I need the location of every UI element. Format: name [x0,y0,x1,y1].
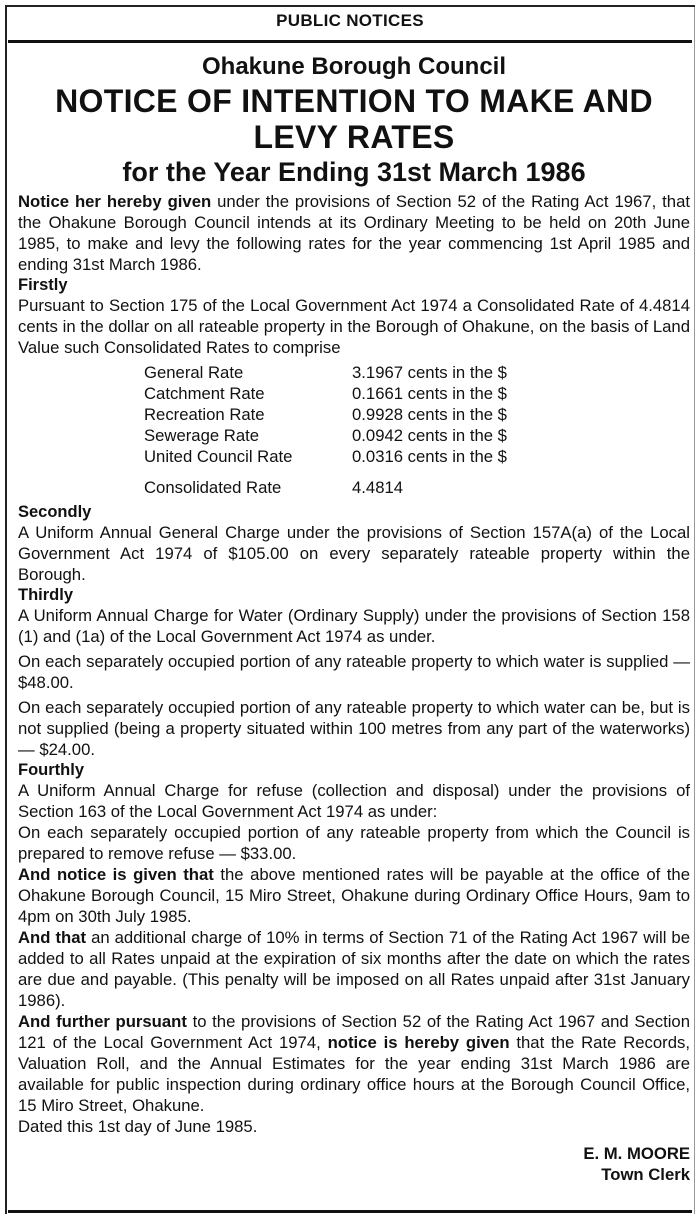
dated-line: Dated this 1st day of June 1985. [18,1117,258,1136]
rate-name: Sewerage Rate [144,426,260,445]
fourthly-paragraph: A Uniform Annual Charge for refuse (collection and disposal) under the provisions of Section 163 of the Local Government Act 1974 as under: [18,781,690,821]
rate-row [144,425,507,446]
rate-value: 0.1661 cents in the $ [352,384,507,403]
rate-value: 0.0942 cents in the $ [352,426,507,445]
notice-title: NOTICE OF INTENTION TO MAKE AND LEVY RATES [55,83,653,155]
rate-value: 3.1967 cents in the $ [352,363,507,382]
council-name: Ohakune Borough Council [202,53,506,80]
bottom-rule [8,1210,692,1213]
rate-value: 0.9928 cents in the $ [352,405,507,424]
payable-text: the above mentioned rates will be payable at the office of the Ohakune Borough Council, 15 Miro Street, Ohakune during Ordinary Office Hours, 9am to 4pm on 30th July 1985. [18,865,690,926]
rate-total-value: 4.4814 [352,478,404,497]
rates-table [144,362,507,498]
payable-lead: And notice is given that [18,865,214,884]
inspection-lead: And further pursuant [18,1012,187,1031]
intro-paragraph [18,191,690,275]
inspection-text-1: to the provisions of Section 52 of the Rating Act 1967 and Section 121 of the Local Government Act 1974, [18,1012,690,1052]
penalty-paragraph [18,927,690,1011]
thirdly-heading: Thirdly [18,586,74,604]
secondly-paragraph: A Uniform Annual General Charge under the provisions of Section 157A(a) of the Local Government Act 1974 of $105.00 on every separately rateable property within the Borough. [18,523,690,584]
rate-name: Catchment Rate [144,384,265,403]
secondly-heading: Secondly [18,503,92,521]
rate-row [144,362,507,383]
notice-body [18,52,690,1185]
firstly-heading: Firstly [18,276,68,294]
payable-paragraph [18,864,690,927]
intro-text: under the provisions of Section 52 of the Rating Act 1967, that the Ohakune Borough Council intends at its Ordinary Meeting to be held on 20th June 1985, to make and levy the following rates for the year commencing 1st April 1985 and ending 31st March 1986. [18,192,690,274]
rate-total-row [144,467,507,498]
rate-row [144,383,507,404]
top-border [5,5,695,7]
inspection-paragraph [18,1011,690,1116]
rate-name: General Rate [144,363,244,382]
rate-row [144,446,507,467]
rate-name: United Council Rate [144,447,293,466]
rate-row [144,404,507,425]
section-header: PUBLIC NOTICES [276,11,424,30]
notice-subtitle: for the Year Ending 31st March 1986 [122,157,586,187]
rate-name: Recreation Rate [144,405,265,424]
rate-value: 0.0316 cents in the $ [352,447,507,466]
fourthly-heading: Fourthly [18,761,84,779]
firstly-paragraph: Pursuant to Section 175 of the Local Government Act 1974 a Consolidated Rate of 4.4814 cents in the dollar on all rateable property in the Borough of Ohakune, on the basis of Land Value such Consolidated Rates to comprise [18,296,690,357]
thirdly-clause-supplied: On each separately occupied portion of any rateable property to which water is supplied — $48.00. [18,652,690,692]
inspection-text-2: that the Rate Records, Valuation Roll, and the Annual Estimates for the year ending 31st March 1986 are available for public inspection during ordinary office hours at the Borough Council Office, 15 Miro Street, Ohakune. [18,1033,690,1115]
header-rule [8,40,692,43]
signatory-name: E. M. MOORE [583,1144,690,1163]
inspection-lead-2: notice is hereby given [327,1033,510,1052]
rate-total-name: Consolidated Rate [144,478,282,497]
signatory-title: Town Clerk [601,1165,690,1184]
penalty-lead: And that [18,928,87,947]
thirdly-paragraph: A Uniform Annual Charge for Water (Ordinary Supply) under the provisions of Section 158 (1) and (1a) of the Local Government Act 1974 as under. [18,606,690,646]
thirdly-clause-not-supplied: On each separately occupied portion of any rateable property to which water can be, but is not supplied (being a property situated within 100 metres from any part of the waterworks) — $24.00. [18,698,690,759]
intro-lead: Notice her hereby given [18,192,212,211]
fourthly-clause: On each separately occupied portion of any rateable property from which the Council is prepared to remove refuse — $33.00. [18,823,690,863]
penalty-text: an additional charge of 10% in terms of Section 71 of the Rating Act 1967 will be added to all Rates unpaid at the expiration of six months after the date on which the rates are due and payable. (This penalty will be imposed on all Rates unpaid after 31st January 1986). [18,928,690,1010]
